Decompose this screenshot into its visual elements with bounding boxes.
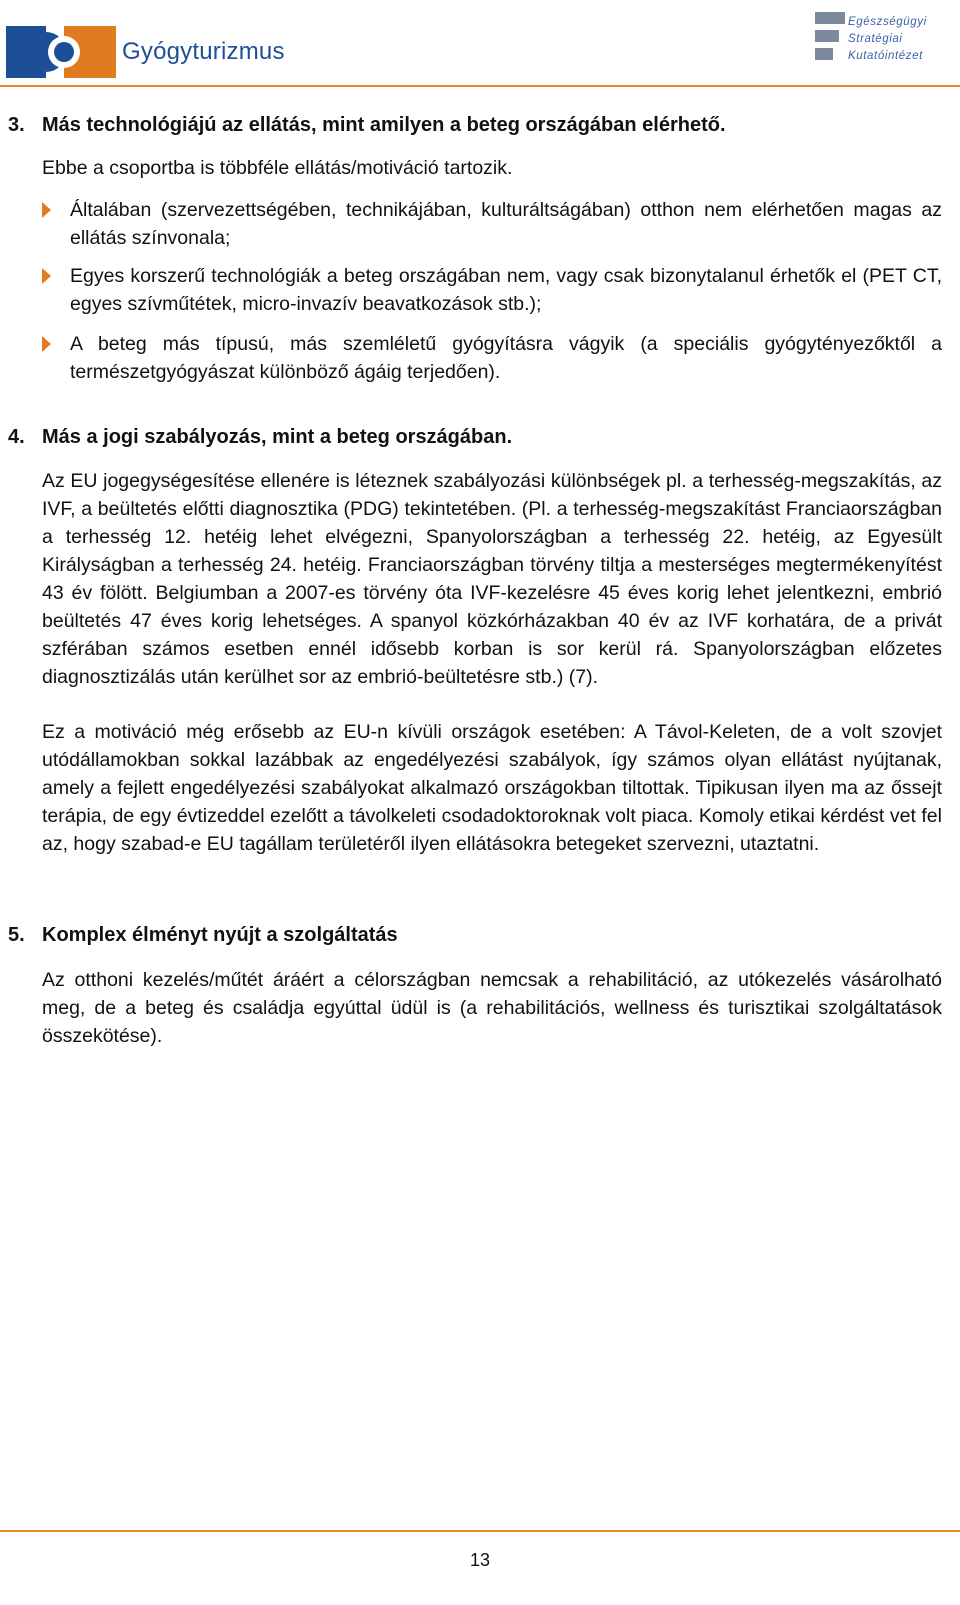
- list-item-text: Általában (szervezettségében, technikájában, kulturáltságában) otthon nem elérhetően magas az ellátás színvonala;: [70, 199, 942, 249]
- section-5-paragraph-1: Az otthoni kezelés/műtét áráért a célországban nemcsak a rehabilitáció, az utókezelés vásárolható meg, de a beteg és családja egyúttal üdül is (a rehabilitációs, wellness és turisztikai szolgáltatások összekötése).: [42, 969, 942, 1047]
- institute-logo-line-3: Kutatóintézet: [848, 50, 923, 62]
- institute-logo-line-1: Egészségügyi: [848, 16, 927, 28]
- page-header: [0, 0, 960, 92]
- section-5-heading: [0, 924, 960, 952]
- brand-name: Gyógyturizmus: [122, 38, 285, 65]
- bullet-arrow-icon: [42, 202, 51, 218]
- section-3-heading: [0, 114, 960, 142]
- section-5-number: 5.: [8, 924, 25, 946]
- page-number: 13: [469, 1550, 491, 1570]
- section-3-title: Más technológiájú az ellátás, mint amilyen a beteg országában elérhető.: [42, 114, 726, 136]
- section-4-heading: [0, 426, 960, 454]
- bullet-arrow-icon: [42, 336, 51, 352]
- section-4-title: Más a jogi szabályozás, mint a beteg országában.: [42, 426, 513, 448]
- bullet-arrow-icon: [42, 268, 51, 284]
- header-divider: [0, 85, 960, 87]
- section-4-paragraph-1: Az EU jogegységesítése ellenére is léteznek szabályozási különbségek pl. a terhesség-megszakítás, az IVF, a beültetés előtti diagnosztika (PDG) tekintetében. (Pl. a terhesség-megszakítást Franciaországban a terhesség 12. hetéig lehet elvégezni, Spanyolországban a terhesség 22. hetéig, az Egyesült Királyságban a terhesség 24. hetéig. Franciaországban törvény tiltja a mesterséges megtermékenyítést 43 év fölött. Belgiumban a 2007-es törvény óta IVF-kezelésre 45 éves korig lehet jelentkezni, embrió beültetés 47 éves korig lehetséges. A spanyol közkórházakban 40 év az IVF korhatára, de a privát szférában számos esetben ennél idősebb korban is sor kerül rá. Spanyolországban előzetes diagnosztizálás után kerülhet sor az embrió-beültetésre stb.) (7).: [42, 470, 942, 688]
- gyogyturizmus-logo-icon: [6, 26, 116, 78]
- list-item-text: A beteg más típusú, más szemléletű gyógyításra vágyik (a speciális gyógytényezőktől a természetgyógyászat különböző ágáig terjedően).: [70, 333, 942, 383]
- list-item-text: Egyes korszerű technológiák a beteg országában nem, vagy csak bizonytalanul érhetők el (PET CT, egyes szívműtétek, micro-invazív beavatkozások stb.);: [70, 265, 942, 315]
- institute-logo: [815, 10, 945, 76]
- institute-logo-line-2: Stratégiai: [848, 33, 903, 45]
- footer-divider: [0, 1530, 960, 1532]
- section-5-title: Komplex élményt nyújt a szolgáltatás: [42, 924, 398, 946]
- institute-logo-icon: [815, 10, 851, 70]
- section-4-paragraph-2: Ez a motiváció még erősebb az EU-n kívüli országok esetében: A Távol-Keleten, de a volt szovjet utódállamokban sokkal lazábbak az engedélyezési szabályok, így számos olyan ellátást nyújtanak, amely a fejlett engedélyezési szabályokat alkalmazó országokban tiltottak. Tipikusan ilyen ma az őssejt terápia, de egy évtizeddel ezelőtt a távolkeleti csodadoktoroknak volt piaca. Komoly etikai kérdést vet fel az, hogy szabad-e EU tagállam területéről ilyen ellátásokra betegeket szervezni, utaztatni.: [42, 721, 942, 855]
- section-3-number: 3.: [8, 114, 25, 136]
- section-3-intro: Ebbe a csoportba is többféle ellátás/motiváció tartozik.: [42, 157, 513, 179]
- section-4-number: 4.: [8, 426, 25, 448]
